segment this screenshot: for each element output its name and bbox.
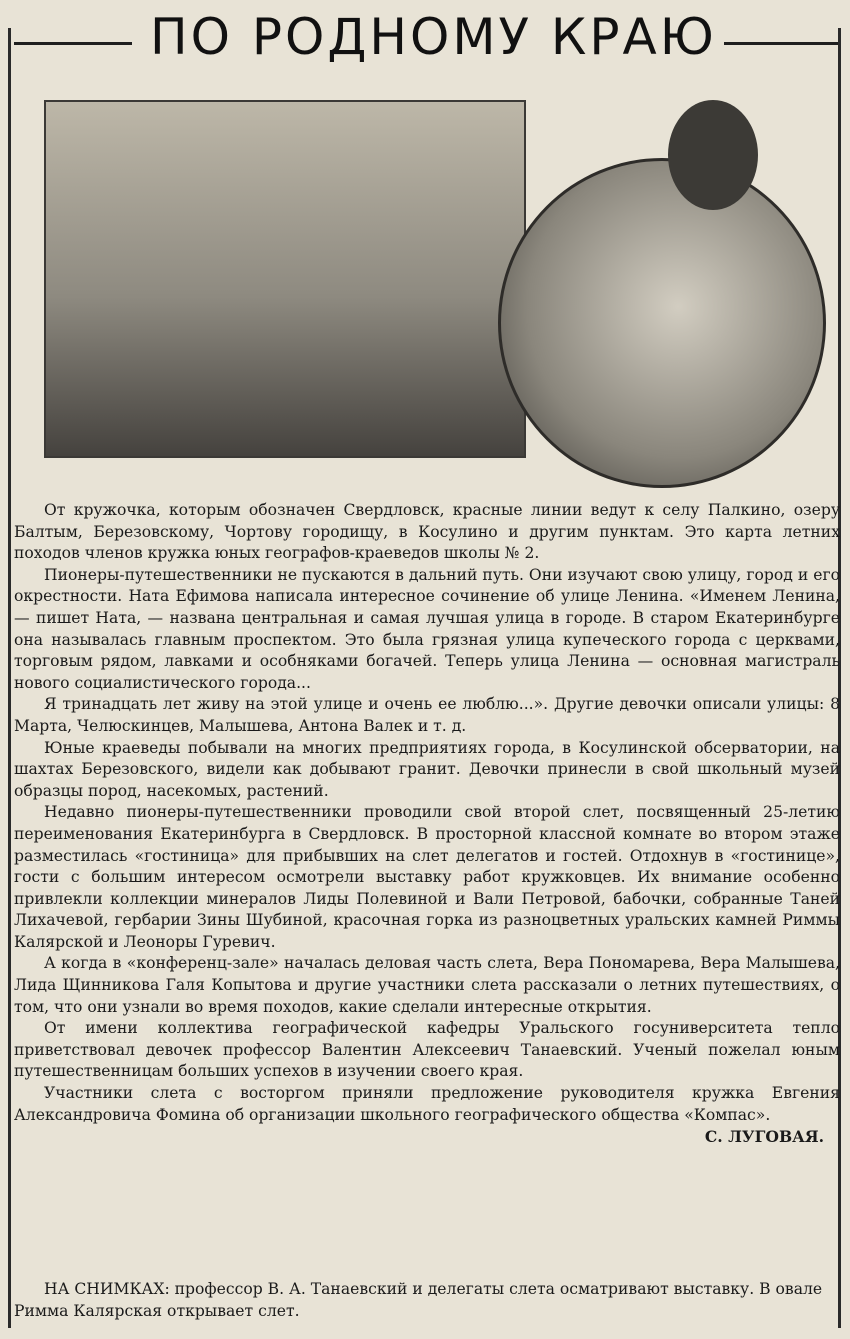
paragraph: От имени коллектива географической кафедры Уральского госуниверситета тепло приветствовал девочек профессор Валентин Алексеевич Танаевский. Ученый пожелал юным путешественницам больших успехов в изучении своего края. [14,1019,840,1081]
headline-rule-left [14,42,132,45]
paragraph: А когда в «конференц-зале» началась деловая часть слета, Вера Пономарева, Вера Малышева, Лида Щинникова Галя Копытова и другие участники слета рассказали о летних путешествиях, о том, что они узнали во время походов, какие сделали интересные открытия. [14,954,840,1016]
paragraph: От кружочка, которым обозначен Свердловск, красные линии ведут к селу Палкино, озеру Балтым, Березовскому, Чортову городищу, в Косулино и другим пунктам. Это карта летних походов членов кружка юных географов-краеведов школы № 2. [14,501,840,563]
paragraph: Пионеры-путешественники не пускаются в дальний путь. Они изучают свою улицу, город и его окрестности. Ната Ефимова написала интересное сочинение об улице Ленина. «Именем Ленина, — пишет Ната, — названа центральная и самая лучшая улица в городе. В старом Екатеринбурге она называлась главным проспектом. Это была грязная улица купеческого города с церквами, торговым рядом, лавками и особняками богачей. Теперь улица Ленина — основная магистраль нового социалистического города... [14,565,840,692]
paragraph: Я тринадцать лет живу на этой улице и очень ее люблю...». Другие девочки описали улицы: 8 Марта, Челюскинцев, Малышева, Антона Валек и т. д. [14,695,840,735]
caption-text: НА СНИМКАХ: профессор В. А. Танаевский и делегаты слета осматривают выставку. В овале Римма Калярская открывает слет. [14,1280,823,1320]
headline: ПО РОДНОМУ КРАЮ [150,8,717,66]
oval-photo [498,158,826,488]
photo-caption [14,1279,840,1322]
frame-left-border [8,28,11,1328]
paragraph: Юные краеведы побывали на многих предприятиях города, в Косулинской обсерватории, на шахтах Березовского, видели как добывают гранит. Девочки принесли в свой школьный музей образцы пород, насекомых, растений. [14,738,840,800]
paragraph-text: Участники слета с восторгом приняли предложение руководителя кружка Евгения Александровича Фомина об организации школьного географического общества «Компас». [14,1084,840,1124]
headline-rule-right [724,42,838,45]
oval-photo-figure [668,100,758,210]
paragraph: Недавно пионеры-путешественники проводили свой второй слет, посвященный 25-летию переименования Екатеринбурга в Свердловск. В просторной классной комнате во втором этаже разместилась «гостиница» для прибывших на слет делегатов и гостей. Отдохнув в «гостинице», гости с большим интересом осмотрели выставку работ кружковцев. Их внимание особенно привлекли коллекции минералов Лиды Полевиной и Вали Петровой, бабочки, собранные Таней Лихачевой, гербарии Зины Шубиной, красочная горка из разноцветных уральских камней Риммы Калярской и Леоноры Гуревич. [14,803,840,951]
paragraph [14,1083,840,1147]
main-photo [44,100,526,458]
signature: С. ЛУГОВАЯ. [704,1127,824,1147]
article-body [14,500,840,1148]
